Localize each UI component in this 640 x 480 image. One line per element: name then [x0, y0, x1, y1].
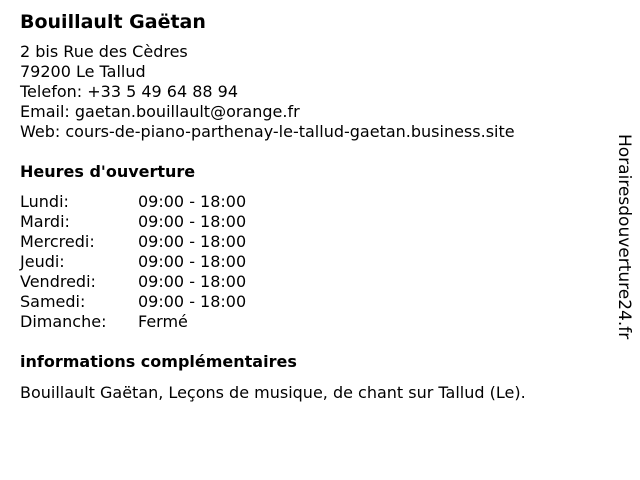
day-hours: 09:00 - 18:00 [138, 212, 247, 231]
day-label: Mercredi: [20, 232, 95, 251]
address-city: 79200 Le Tallud [20, 62, 146, 81]
hours-row-thursday [20, 252, 246, 272]
hours-row-wednesday [20, 232, 246, 252]
phone-line: Telefon: +33 5 49 64 88 94 [20, 82, 239, 101]
day-label: Mardi: [20, 212, 70, 231]
site-watermark: Horairesdouverture24.fr [614, 134, 634, 340]
day-hours: 09:00 - 18:00 [138, 192, 247, 211]
hours-row-tuesday [20, 212, 246, 232]
business-name: Bouillault Gaëtan [20, 11, 206, 33]
day-hours: 09:00 - 18:00 [138, 292, 247, 311]
day-hours: 09:00 - 18:00 [138, 232, 247, 251]
hours-heading: Heures d'ouverture [20, 162, 196, 181]
info-heading: informations complémentaires [20, 352, 297, 371]
day-label: Lundi: [20, 192, 69, 211]
hours-row-friday [20, 272, 246, 292]
address-street: 2 bis Rue des Cèdres [20, 42, 188, 61]
hours-row-sunday [20, 312, 246, 332]
hours-row-saturday [20, 292, 246, 312]
web-line: Web: cours-de-piano-parthenay-le-tallud-gaetan.business.site [20, 122, 515, 141]
day-hours: Fermé [138, 312, 188, 331]
email-line: Email: gaetan.bouillault@orange.fr [20, 102, 300, 121]
day-hours: 09:00 - 18:00 [138, 272, 247, 291]
day-label: Jeudi: [20, 252, 65, 271]
day-label: Samedi: [20, 292, 86, 311]
info-text: Bouillault Gaëtan, Leçons de musique, de chant sur Tallud (Le). [20, 383, 526, 402]
opening-hours-table [20, 192, 246, 332]
day-label: Dimanche: [20, 312, 107, 331]
hours-row-monday [20, 192, 246, 212]
business-card [20, 10, 600, 403]
day-label: Vendredi: [20, 272, 96, 291]
day-hours: 09:00 - 18:00 [138, 252, 247, 271]
